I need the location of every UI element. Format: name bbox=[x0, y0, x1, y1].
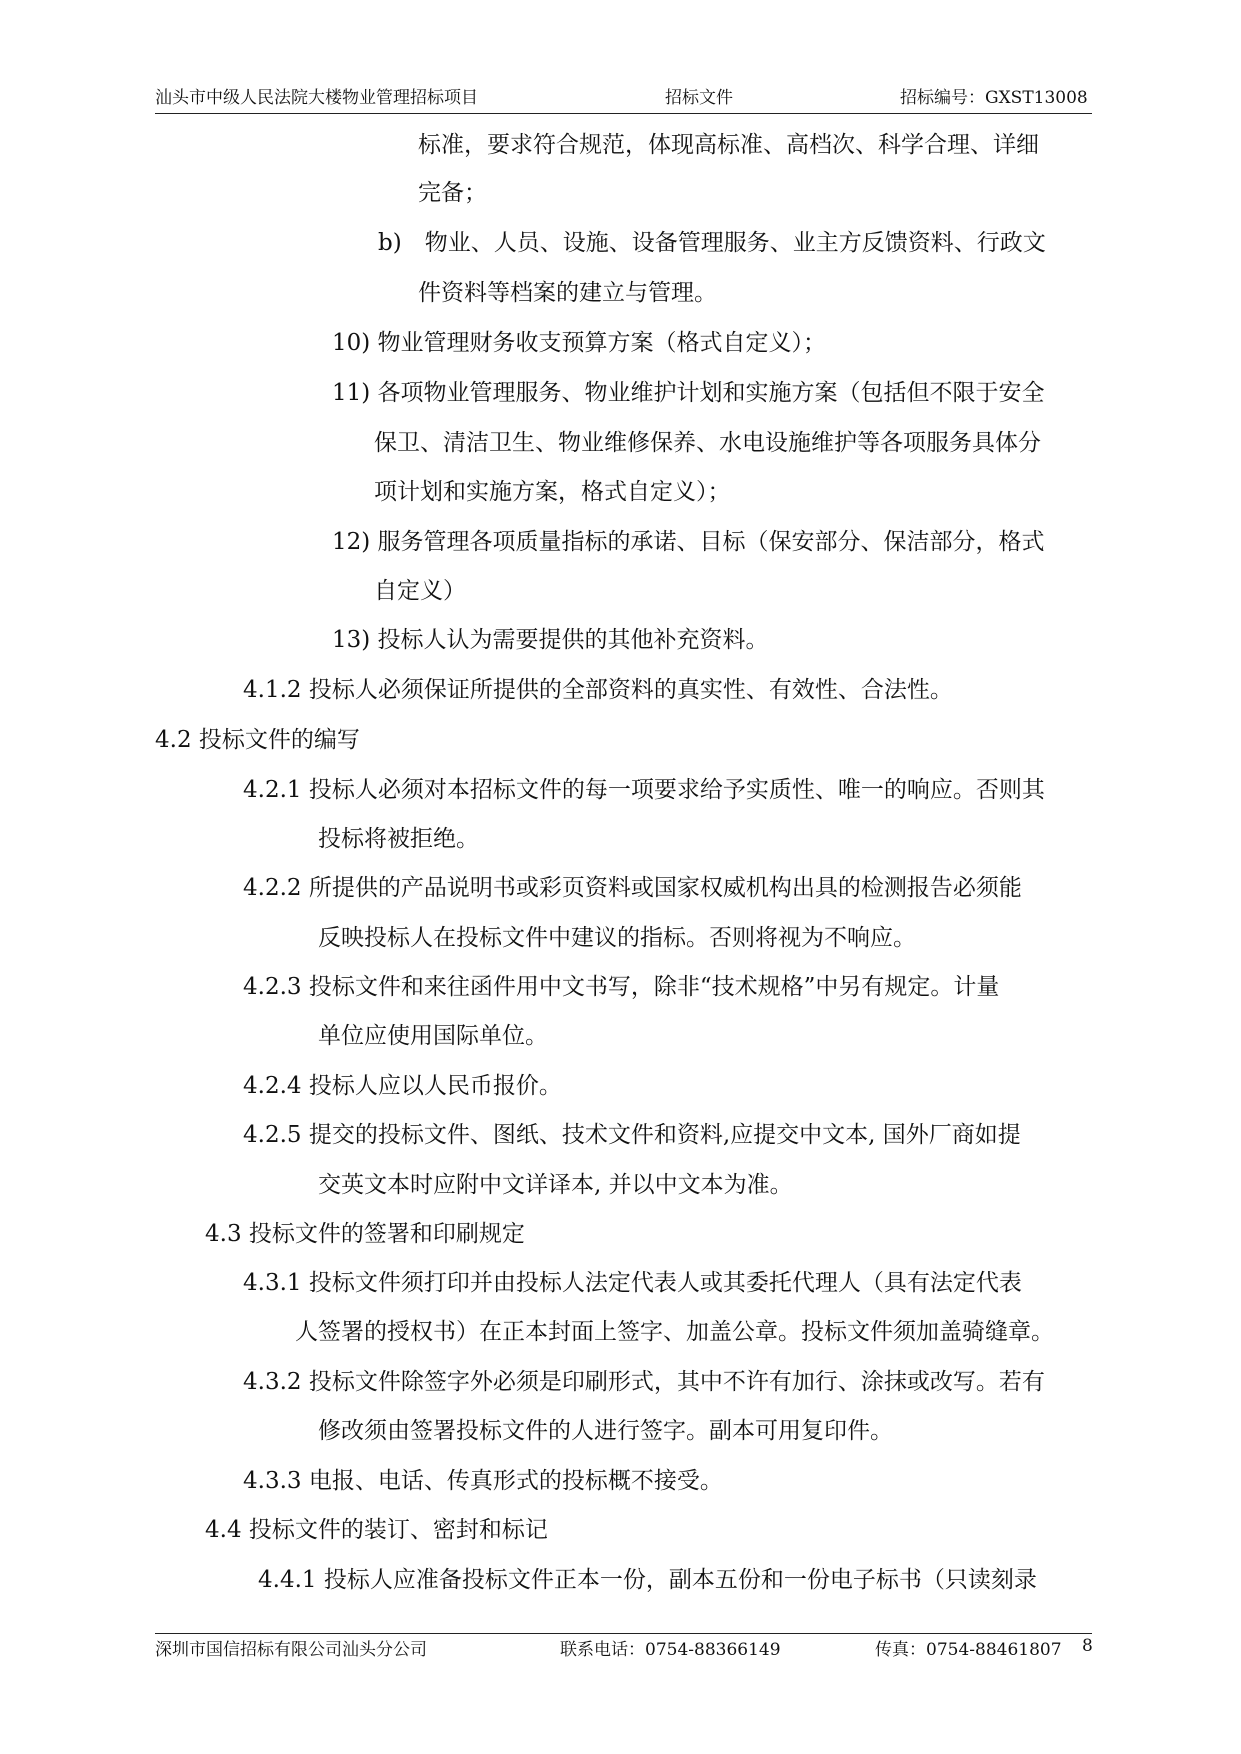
text-line: 完备； bbox=[418, 180, 487, 206]
text-line: 人签署的授权书）在正本封面上签字、加盖公章。投标文件须加盖骑缝章。 bbox=[295, 1319, 1054, 1345]
footer-phone: 联系电话：0754-88366149 bbox=[560, 1640, 781, 1660]
section-heading: 4.3 投标文件的签署和印刷规定 bbox=[205, 1221, 525, 1247]
text-line: 4.3.3 电报、电话、传真形式的投标概不接受。 bbox=[243, 1468, 723, 1494]
text-line: 反映投标人在投标文件中建议的指标。否则将视为不响应。 bbox=[318, 925, 916, 951]
text-line: 12) 服务管理各项质量指标的承诺、目标（保安部分、保洁部分，格式 bbox=[332, 529, 1045, 555]
text-line: 4.3.1 投标文件须打印并由投标人法定代表人或其委托代理人（具有法定代表 bbox=[243, 1270, 1022, 1296]
header-project: 汕头市中级人民法院大楼物业管理招标项目 bbox=[155, 88, 478, 108]
section-heading: 4.4 投标文件的装订、密封和标记 bbox=[205, 1517, 548, 1543]
text-line: 4.4.1 投标人应准备投标文件正本一份，副本五份和一份电子标书（只读刻录 bbox=[258, 1567, 1037, 1593]
text-line: 交英文本时应附中文详译本, 并以中文本为准。 bbox=[318, 1172, 793, 1198]
text-line: 13) 投标人认为需要提供的其他补充资料。 bbox=[332, 627, 769, 653]
text-line: 4.2.5 提交的投标文件、图纸、技术文件和资料,应提交中文本, 国外厂商如提 bbox=[243, 1122, 1021, 1148]
text-line: 11) 各项物业管理服务、物业维护计划和实施方案（包括但不限于安全 bbox=[332, 380, 1045, 406]
text-line: 投标将被拒绝。 bbox=[318, 826, 479, 852]
footer-company: 深圳市国信招标有限公司汕头分公司 bbox=[155, 1640, 427, 1660]
section-heading: 4.2 投标文件的编写 bbox=[155, 727, 360, 753]
text-line: b) 物业、人员、设施、设备管理服务、业主方反馈资料、行政文 bbox=[378, 230, 1046, 256]
text-line: 4.1.2 投标人必须保证所提供的全部资料的真实性、有效性、合法性。 bbox=[243, 677, 953, 703]
text-line: 保卫、清洁卫生、物业维修保养、水电设施维护等各项服务具体分 bbox=[374, 430, 1041, 456]
page-number: 8 bbox=[1082, 1636, 1093, 1656]
text-line: 修改须由签署投标文件的人进行签字。副本可用复印件。 bbox=[318, 1418, 893, 1444]
header-rule bbox=[155, 113, 1092, 114]
text-line: 单位应使用国际单位。 bbox=[318, 1023, 548, 1049]
header-doc-type: 招标文件 bbox=[665, 88, 733, 108]
text-line: 4.2.2 所提供的产品说明书或彩页资料或国家权威机构出具的检测报告必须能 bbox=[243, 875, 1022, 901]
text-line: 件资料等档案的建立与管理。 bbox=[418, 280, 717, 306]
text-line: 4.2.1 投标人必须对本招标文件的每一项要求给予实质性、唯一的响应。否则其 bbox=[243, 777, 1045, 803]
header-code: 招标编号：GXST13008 bbox=[900, 88, 1088, 108]
text-line: 4.3.2 投标文件除签字外必须是印刷形式，其中不许有加行、涂抹或改写。若有 bbox=[243, 1369, 1045, 1395]
footer-rule bbox=[155, 1633, 1092, 1634]
text-line: 4.2.3 投标文件和来往函件用中文书写，除非“技术规格”中另有规定。计量 bbox=[243, 974, 1000, 1000]
text-line: 10) 物业管理财务收支预算方案（格式自定义）； bbox=[332, 330, 827, 356]
text-line: 自定义） bbox=[374, 578, 466, 604]
text-line: 标准，要求符合规范，体现高标准、高档次、科学合理、详细 bbox=[418, 132, 1039, 158]
text-line: 4.2.4 投标人应以人民币报价。 bbox=[243, 1073, 562, 1099]
text-line: 项计划和实施方案，格式自定义）； bbox=[374, 479, 731, 505]
footer-fax: 传真：0754-88461807 bbox=[875, 1640, 1062, 1660]
